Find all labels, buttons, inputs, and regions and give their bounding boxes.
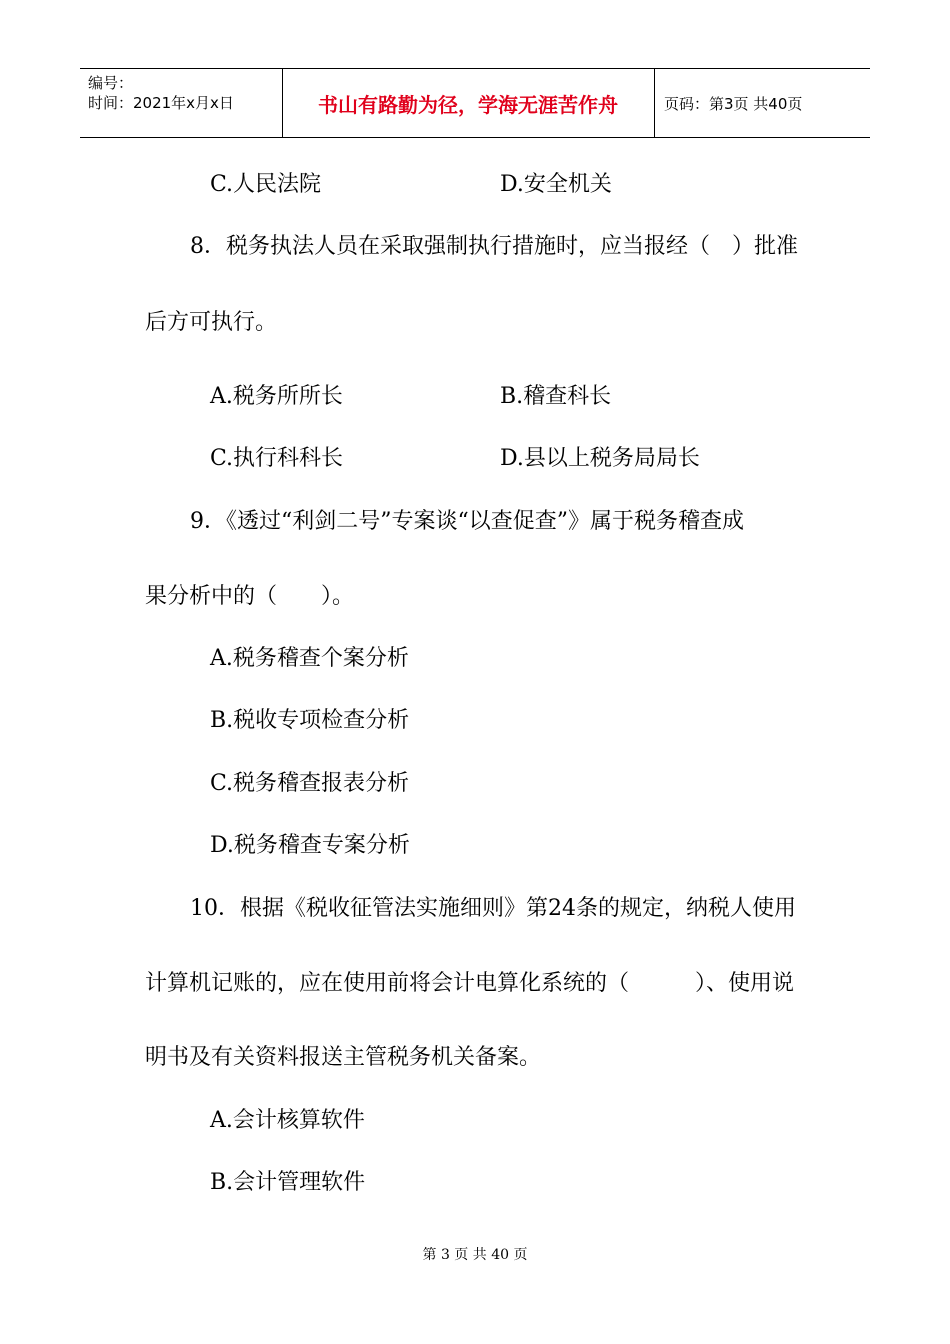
q7-option-c: C.人民法院 [210, 172, 322, 197]
document-date: 时间：2021年x月x日 [88, 94, 234, 112]
document-number-label: 编号： [88, 74, 134, 92]
header-page-info: 页码：第3页 共40页 [664, 94, 803, 113]
q9-option-c: C.税务稽查报表分析 [210, 771, 410, 796]
q10-option-b: B.会计管理软件 [210, 1170, 366, 1195]
q8-question: 8．税务执法人员在采取强制执行措施时，应当报经（ ）批准 [190, 234, 798, 259]
q8-option-c: C.执行科科长 [210, 446, 344, 471]
page-header [80, 68, 870, 138]
q10-option-a: A.会计核算软件 [210, 1108, 365, 1133]
q9-question: 9．《透过“利剑二号”专案谈“以查促查”》属于税务稽查成 [190, 509, 744, 534]
q8-question-cont: 后方可执行。 [145, 310, 278, 335]
q9-option-d: D.税务稽查专案分析 [210, 833, 410, 858]
q8-option-b: B.稽查科长 [500, 384, 612, 409]
header-divider [654, 69, 655, 137]
page-footer: 第 3 页 共 40 页 [422, 1247, 528, 1263]
header-meta [88, 73, 278, 113]
q7-option-d: D.安全机关 [500, 172, 612, 197]
q10-question-cont2: 明书及有关资料报送主管税务机关备案。 [145, 1045, 542, 1070]
q9-option-a: A.税务稽查个案分析 [210, 646, 409, 671]
q10-question: 10．根据《税收征管法实施细则》第24条的规定，纳税人使用 [190, 896, 796, 921]
q10-question-cont: 计算机记账的，应在使用前将会计电算化系统的（ ）、使用说 [145, 971, 795, 996]
header-motto: 书山有路勤为径，学海无涯苦作舟 [318, 92, 618, 117]
q8-option-a: A.税务所所长 [210, 384, 343, 409]
q8-option-d: D.县以上税务局局长 [500, 446, 700, 471]
q9-question-cont: 果分析中的（ ）。 [145, 584, 355, 609]
q9-option-b: B.税收专项检查分析 [210, 708, 410, 733]
